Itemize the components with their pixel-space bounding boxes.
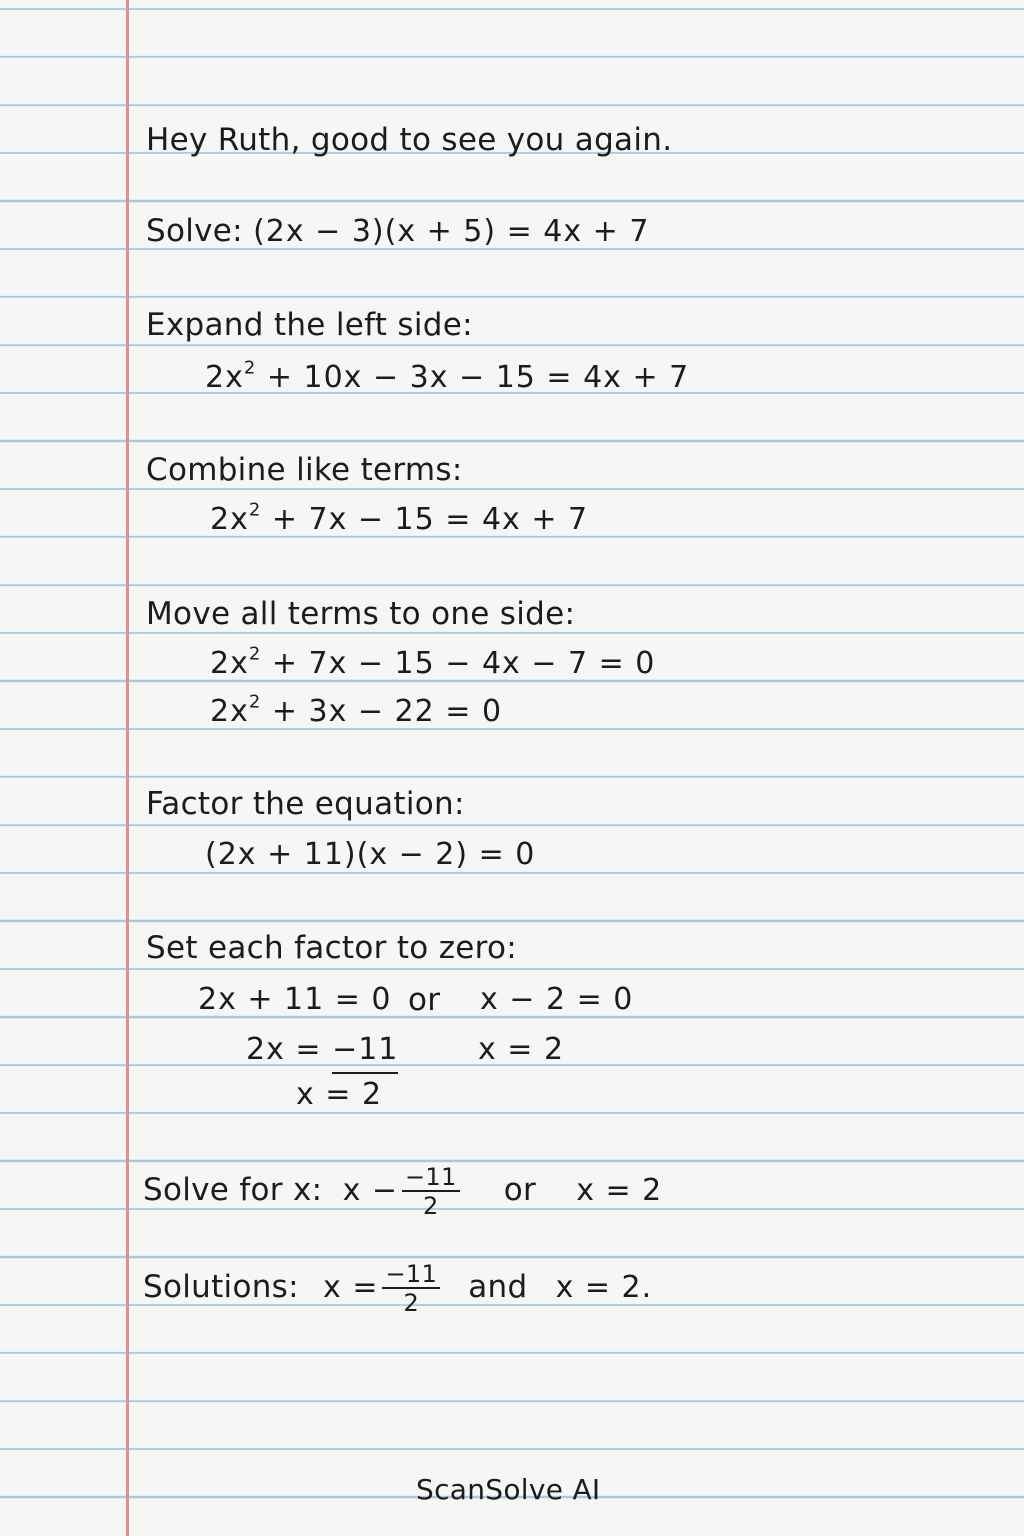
- expand-heading: Expand the left side:: [146, 307, 473, 343]
- problem-label: Solve:: [146, 213, 243, 249]
- set-zero-right-2: x = 2: [478, 1032, 565, 1067]
- combine-equation: $2x^2 + 7x - 15 = 4x + 7$: [210, 499, 589, 537]
- set-zero-or: or: [408, 982, 441, 1018]
- solutions-fraction: $\frac{-11}{2}$: [382, 1262, 440, 1315]
- footer-brand: ScanSolve AI: [416, 1473, 601, 1506]
- solutions-label: Solutions:: [143, 1269, 299, 1305]
- set-zero-heading: Set each factor to zero:: [146, 930, 518, 966]
- margin-line: [126, 0, 129, 1536]
- factor-heading: Factor the equation:: [146, 786, 465, 822]
- set-zero-left-2-value: −11: [332, 1030, 398, 1074]
- problem-equation: (2x − 3)(x + 5) = 4x + 7: [253, 214, 650, 249]
- set-zero-left-1: 2x + 11 = 0: [198, 982, 392, 1017]
- move-heading: Move all terms to one side:: [146, 596, 576, 632]
- expand-equation: $2x^2 + 10x - 3x - 15 = 4x + 7$: [205, 357, 690, 395]
- set-zero-left-2: 2x = −11: [246, 1030, 398, 1074]
- combine-heading: Combine like terms:: [146, 452, 463, 488]
- set-zero-right-1: x − 2 = 0: [480, 982, 634, 1017]
- greeting: Hey Ruth, good to see you again.: [146, 122, 673, 158]
- solve-for-label: Solve for x:: [143, 1172, 323, 1208]
- set-zero-left-3: x = 2: [296, 1077, 383, 1112]
- factor-equation: (2x + 11)(x − 2) = 0: [205, 837, 536, 872]
- move-equation-1: $2x^2 + 7x - 15 - 4x - 7 = 0$: [210, 643, 656, 681]
- move-equation-2: $2x^2 + 3x - 22 = 0$: [210, 691, 503, 729]
- solve-for-line: Solve for x: x − $\frac{-11}{2}$ or x = 2: [143, 1163, 663, 1220]
- solve-for-fraction: $\frac{-11}{2}$: [402, 1165, 460, 1218]
- solutions-line: Solutions: x = $\frac{-11}{2}$ and x = 2.: [143, 1260, 653, 1317]
- problem-line: [146, 211, 649, 252]
